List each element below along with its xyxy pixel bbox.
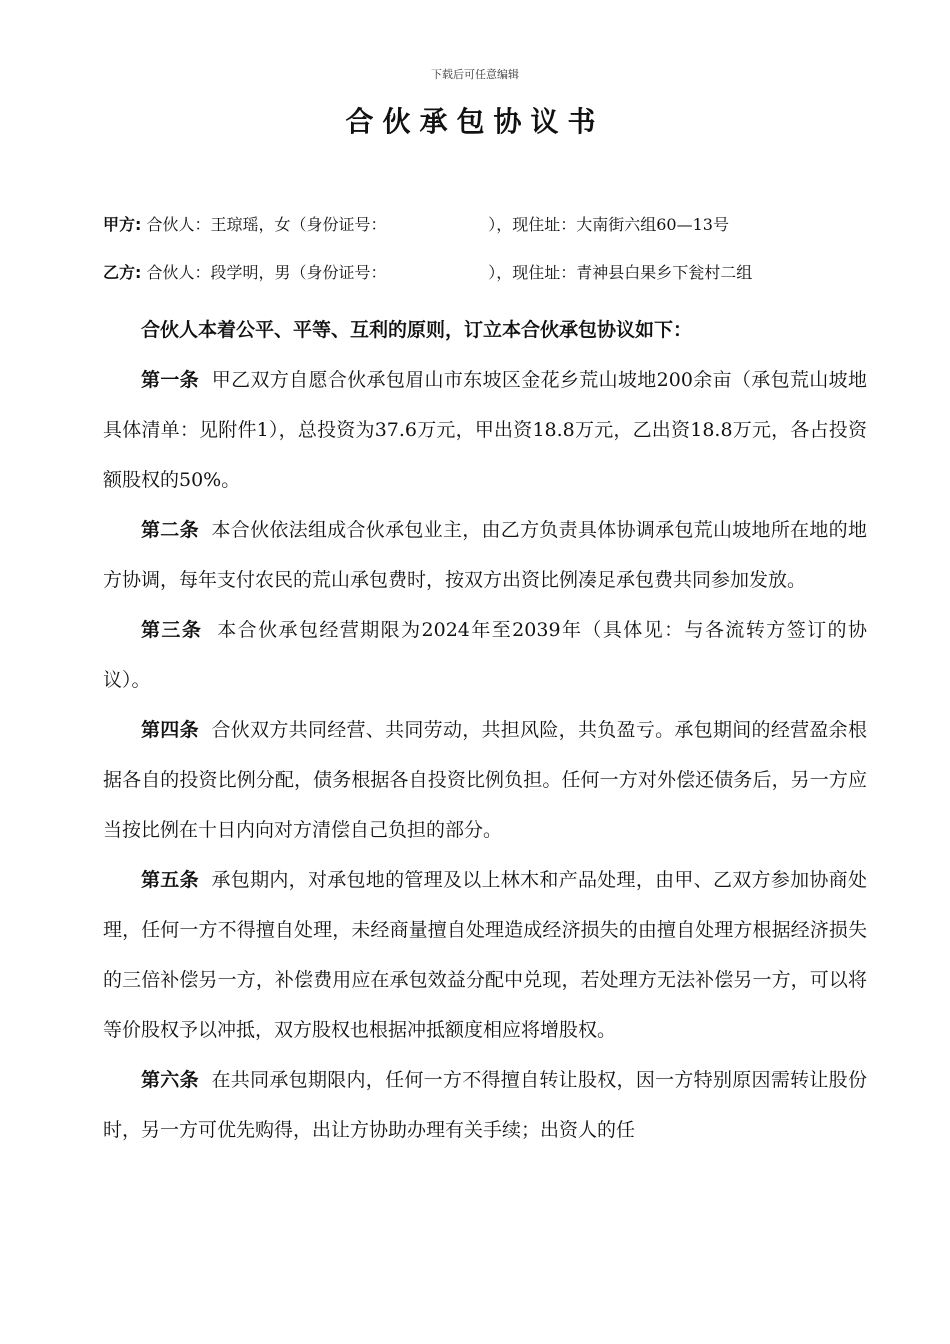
article-3 (103, 605, 867, 705)
party-b-line (103, 260, 863, 283)
article-text: 在共同承包期限内，任何一方不得擅自转让股权，因一方特别原因需转让股份时，另一方可优先购得，出让方协助办理有关手续；出资人的任 (103, 1069, 867, 1141)
header-note: 下载后可任意编辑 (431, 68, 519, 81)
article-text: 甲乙双方自愿合伙承包眉山市东坡区金花乡荒山坡地200余亩（承包荒山坡地具体清单：见附件1），总投资为37.6万元，甲出资18.8万元，乙出资18.8万元，各占投资额股权的50%。 (103, 369, 867, 491)
article-label: 第二条 (141, 519, 199, 541)
article-label: 第六条 (141, 1069, 199, 1091)
article-1 (103, 355, 867, 505)
party-b-label: 乙方: (103, 263, 142, 282)
document-title: 合伙承包协议书 (345, 105, 605, 138)
article-text: 本合伙依法组成合伙承包业主，由乙方负责具体协调承包荒山坡地所在地的地方协调，每年支付农民的荒山承包费时，按双方出资比例凑足承包费共同参加发放。 (103, 519, 867, 591)
article-label: 第五条 (141, 869, 199, 891)
article-2 (103, 505, 867, 605)
article-text: 本合伙承包经营期限为2024年至2039年（具体见：与各流转方签订的协议）。 (103, 619, 867, 691)
article-4 (103, 705, 867, 855)
party-a-text: 合伙人：王琼瑶，女（身份证号： ），现住址：大南街六组60—13号 (146, 215, 729, 234)
article-text: 承包期内，对承包地的管理及以上林木和产品处理，由甲、乙双方参加协商处理，任何一方不得擅自处理，未经商量擅自处理造成经济损失的由擅自处理方根据经济损失的三倍补偿另一方，补偿费用应在承包效益分配中兑现，若处理方无法补偿另一方，可以将等价股权予以冲抵，双方股权也根据冲抵额度相应将增股权。 (103, 869, 867, 1041)
party-b-text: 合伙人：段学明，男（身份证号： ），现住址：青神县白果乡下瓮村二组 (146, 263, 753, 282)
article-label: 第三条 (141, 619, 203, 641)
party-a-line (103, 212, 863, 235)
article-6 (103, 1055, 867, 1155)
article-label: 第四条 (141, 719, 199, 741)
article-text: 合伙双方共同经营、共同劳动，共担风险，共负盈亏。承包期间的经营盈余根据各自的投资比例分配，债务根据各自投资比例负担。任何一方对外偿还债务后，另一方应当按比例在十日内向对方清偿自己负担的部分。 (103, 719, 867, 841)
party-a-label: 甲方: (103, 215, 142, 234)
intro-paragraph: 合伙人本着公平、平等、互利的原则，订立本合伙承包协议如下： (141, 319, 693, 341)
agreement-body (103, 305, 867, 1155)
article-label: 第一条 (141, 369, 200, 391)
article-5 (103, 855, 867, 1055)
